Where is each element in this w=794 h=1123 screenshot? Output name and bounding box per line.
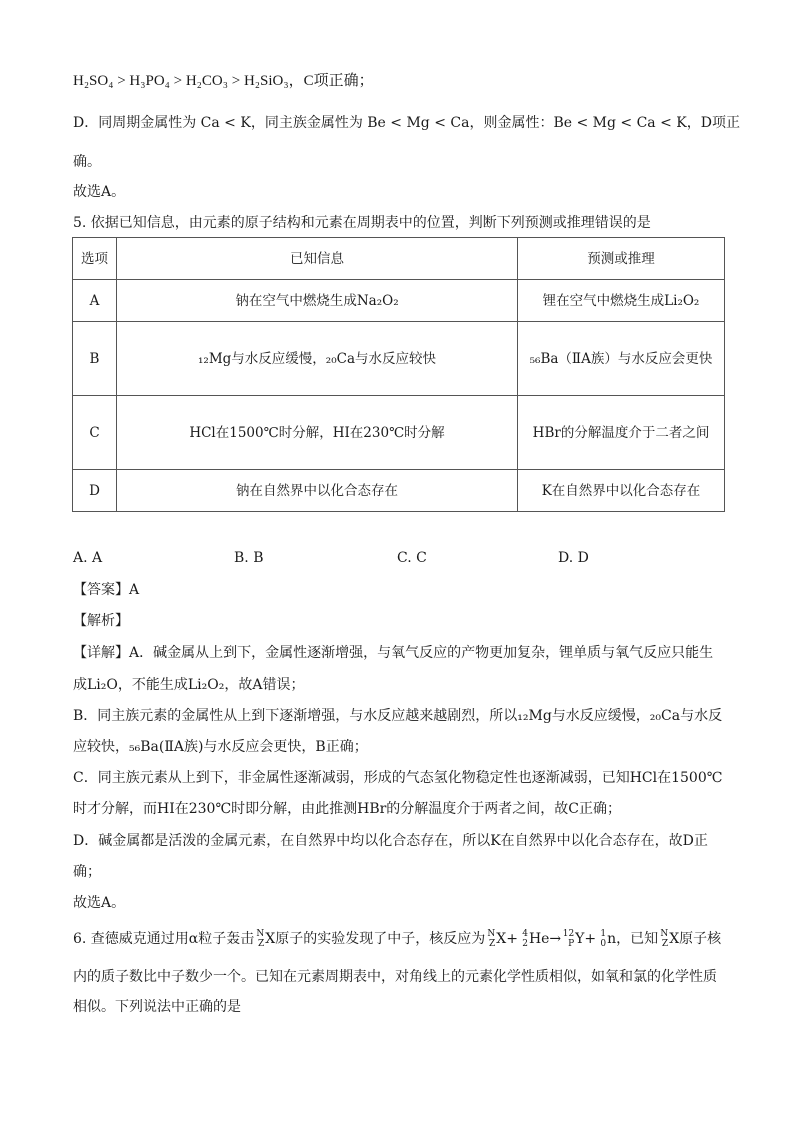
table-row [73, 280, 725, 322]
choice-d[interactable]: D. D [558, 550, 589, 566]
q6-text: He→ [528, 931, 562, 947]
question-6-stem-line-2: 内的质子数比中子数少一个。已知在元素周期表中，对角线上的元素化学性质相似，如氧和氯的化学性质 [73, 969, 717, 985]
detail-line-c-continued: 时才分解，而HI在230℃时即分解，由此推测HBr的分解温度介于两者之间，故C正确； [73, 801, 622, 817]
mass-number: N [256, 929, 265, 939]
detail-line-b: B．同主族元素的金属性从上到下逐渐增强，与水反应越来越剧烈，所以₁₂Mg与水反应缓慢，₂₀Ca与水反 [73, 708, 723, 724]
detail-line-a-continued: 成Li₂O，不能生成Li₂O₂，故A错误； [73, 677, 305, 693]
question-6-stem-line-1 [73, 929, 721, 949]
atomic-number: 2 [522, 939, 528, 949]
detail-line-c: C．同主族元素从上到下，非金属性逐渐减弱，形成的气态氢化物稳定性也逐渐减弱，已知HCl在1500℃ [73, 770, 723, 786]
text-line-d-explanation: D．同周期金属性为 Ca < K，同主族金属性为 Be < Mg < Ca，则金属性：Be < Mg < Ca < K，D项正 [73, 115, 740, 131]
atomic-number: Z [488, 939, 496, 949]
table-cell: K在自然界中以化合态存在 [518, 470, 725, 512]
table-cell: B [73, 322, 117, 396]
q6-text: n，已知 [607, 931, 659, 947]
choice-c[interactable]: C. C [397, 550, 427, 566]
question-5-choices [73, 550, 673, 570]
table-header-cell: 预测或推理 [518, 238, 725, 280]
table-cell: A [73, 280, 117, 322]
table-cell: 钠在空气中燃烧生成Na₂O₂ [117, 280, 518, 322]
nuclide-n [596, 929, 607, 949]
table-cell: C [73, 396, 117, 470]
text-line-answer-choice: 故选A。 [73, 184, 126, 200]
q6-text: 6. 查德威克通过用α粒子轰击 [73, 931, 255, 947]
nuclide-x [485, 929, 496, 949]
text-line-d-continued: 确。 [73, 154, 101, 170]
detail-line-b-continued: 应较快，₅₆Ba(ⅡA族)与水反应会更快，B正确； [73, 739, 368, 755]
atomic-number: P [568, 939, 575, 949]
q6-text: X原子的实验发现了中子，核反应为 [265, 931, 486, 947]
table-cell: HBr的分解温度介于二者之间 [518, 396, 725, 470]
detail-line-d: D．碱金属都是活泼的金属元素，在自然界中均以化合态存在，所以K在自然界中以化合态存在，故D正 [73, 833, 708, 849]
table-cell: 锂在空气中燃烧生成Li₂O₂ [518, 280, 725, 322]
table-cell: 钠在自然界中以化合态存在 [117, 470, 518, 512]
nuclide-x [254, 929, 265, 949]
mass-number: 1 [600, 929, 607, 939]
mass-number: 4 [522, 929, 528, 939]
atomic-number: Z [258, 939, 265, 949]
table-cell: ₁₂Mg与水反应缓慢，₂₀Ca与水反应较快 [117, 322, 518, 396]
atomic-number: 0 [600, 939, 607, 949]
table-cell: D [73, 470, 117, 512]
nuclide-y [561, 929, 575, 949]
table-row [73, 322, 725, 396]
detail-line-d-continued: 确； [73, 864, 101, 880]
q6-text: Y+ [575, 931, 597, 947]
atomic-number: Z [661, 939, 669, 949]
table-row [73, 396, 725, 470]
answer-label: 【答案】A [73, 582, 140, 598]
table-cell: HCl在1500℃时分解，HI在230℃时分解 [117, 396, 518, 470]
table-header-row [73, 238, 725, 280]
question-5-stem: 5. 依据已知信息，由元素的原子结构和元素在周期表中的位置，判断下列预测或推理错误的是 [73, 215, 651, 231]
q6-text: X原子核 [669, 931, 722, 947]
nuclide-x [658, 929, 669, 949]
table-header-cell: 选项 [73, 238, 117, 280]
analysis-label: 【解析】 [73, 613, 129, 629]
choice-a[interactable]: A. A [73, 550, 103, 566]
question-6-stem-line-3: 相似。下列说法中正确的是 [73, 999, 241, 1015]
q6-text: X+ [496, 931, 518, 947]
table-row [73, 470, 725, 512]
mass-number: N [660, 929, 669, 939]
nuclide-he [518, 929, 529, 949]
table-header-cell: 已知信息 [117, 238, 518, 280]
text-line-acid-order: H₂SO₄ > H₃PO₄ > H₂CO₃ > H₂SiO₃，C项正确； [73, 73, 374, 89]
table-cell: ₅₆Ba（ⅡA族）与水反应会更快 [518, 322, 725, 396]
mass-number: 12 [562, 929, 575, 939]
question-5-table [72, 237, 725, 512]
detail-conclusion: 故选A。 [73, 895, 126, 911]
choice-b[interactable]: B. B [234, 550, 264, 566]
detail-line-a: 【详解】A．碱金属从上到下，金属性逐渐增强，与氧气反应的产物更加复杂，锂单质与氧气反应只能生 [73, 645, 714, 661]
mass-number: N [487, 929, 496, 939]
